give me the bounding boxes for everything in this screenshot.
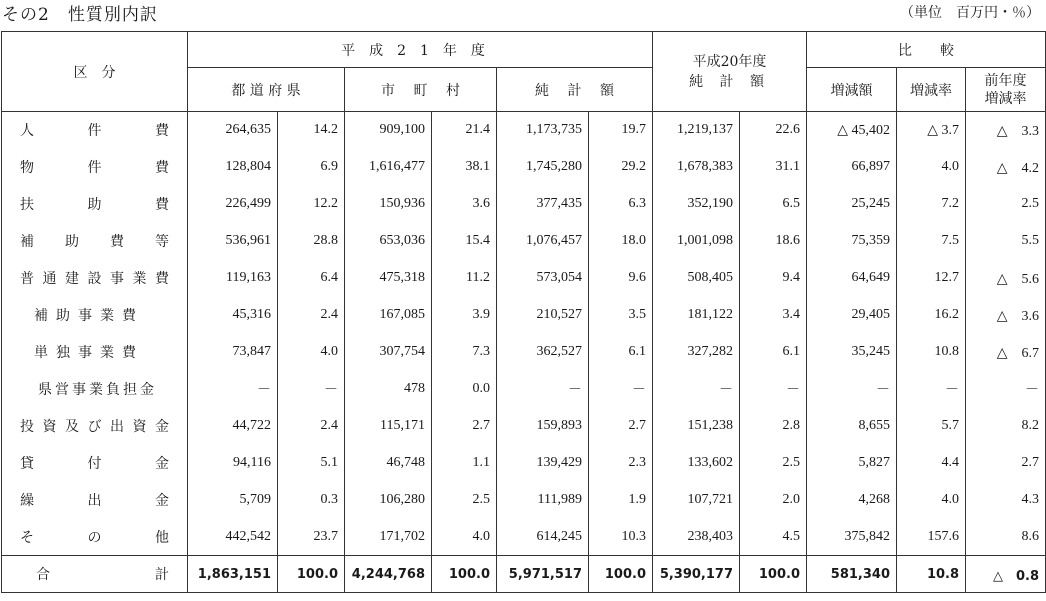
table-cell: 2.3 — [589, 445, 653, 482]
table-cell: 45,316 — [188, 297, 278, 334]
table-cell: － — [589, 371, 653, 408]
unit-note: （単位 百万円・％） — [900, 5, 1040, 21]
total-row — [2, 556, 1046, 593]
table-cell: － — [497, 371, 589, 408]
table-cell: 1,616,477 — [345, 149, 432, 186]
header-category: 区 分 — [2, 32, 188, 112]
table-cell: 377,435 — [497, 186, 589, 223]
table-cell: △ 45,402 — [807, 112, 897, 149]
row-label: 貸 付 金 — [2, 445, 188, 482]
table-cell: 171,702 — [345, 519, 432, 556]
table-cell: 31.1 — [740, 149, 807, 186]
table-cell: 238,403 — [653, 519, 740, 556]
table-cell: － — [897, 371, 966, 408]
table-row — [2, 297, 1046, 334]
row-label: 補 助 費 等 — [2, 223, 188, 260]
total-cell: 5,390,177 — [653, 556, 740, 593]
header-rate: 増減率 — [897, 68, 966, 112]
table-cell: 25,245 — [807, 186, 897, 223]
table-row — [2, 445, 1046, 482]
total-cell: △ 0.8 — [966, 556, 1046, 593]
table-cell: 19.7 — [589, 112, 653, 149]
table-cell: 0.3 — [278, 482, 345, 519]
table-cell: 327,282 — [653, 334, 740, 371]
table-cell: 15.4 — [432, 223, 497, 260]
table-cell: 22.6 — [740, 112, 807, 149]
total-cell: 581,340 — [807, 556, 897, 593]
table-cell: 909,100 — [345, 112, 432, 149]
table-row — [2, 223, 1046, 260]
table-cell: － — [966, 371, 1046, 408]
table-row — [2, 408, 1046, 445]
table-cell: － — [740, 371, 807, 408]
table-cell: 6.1 — [589, 334, 653, 371]
table-cell: 133,602 — [653, 445, 740, 482]
table-cell: △ 3.6 — [966, 297, 1046, 334]
table-cell: △ 5.6 — [966, 260, 1046, 297]
table-cell: 2.7 — [432, 408, 497, 445]
table-row — [2, 260, 1046, 297]
table-cell: 7.5 — [897, 223, 966, 260]
table-row — [2, 519, 1046, 556]
row-label: 物 件 費 — [2, 149, 188, 186]
table-cell: 21.4 — [432, 112, 497, 149]
table-row — [2, 112, 1046, 149]
header-prev-year: 平成20年度 純 計 額 — [653, 32, 807, 112]
table-cell: 362,527 — [497, 334, 589, 371]
table-cell: 167,085 — [345, 297, 432, 334]
row-label: 繰 出 金 — [2, 482, 188, 519]
table-cell: 1,678,383 — [653, 149, 740, 186]
table-cell: 5.7 — [897, 408, 966, 445]
table-cell: 10.8 — [897, 334, 966, 371]
table-cell: △ 6.7 — [966, 334, 1046, 371]
table-cell: 9.4 — [740, 260, 807, 297]
table-cell: 18.6 — [740, 223, 807, 260]
total-cell: 100.0 — [589, 556, 653, 593]
table-cell: 1,076,457 — [497, 223, 589, 260]
total-cell: 100.0 — [432, 556, 497, 593]
header-municipality: 市 町 村 — [345, 68, 497, 112]
table-cell: 94,116 — [188, 445, 278, 482]
table-cell: 106,280 — [345, 482, 432, 519]
table-cell: － — [188, 371, 278, 408]
row-label: 扶 助 費 — [2, 186, 188, 223]
table-cell: 5,827 — [807, 445, 897, 482]
table-cell: 375,842 — [807, 519, 897, 556]
table-cell: 6.5 — [740, 186, 807, 223]
table-cell: 4.0 — [897, 482, 966, 519]
total-cell: 5,971,517 — [497, 556, 589, 593]
table-cell: 653,036 — [345, 223, 432, 260]
table-cell: 16.2 — [897, 297, 966, 334]
table-cell: 46,748 — [345, 445, 432, 482]
table-cell: 29.2 — [589, 149, 653, 186]
total-cell: 100.0 — [740, 556, 807, 593]
table-cell: 3.9 — [432, 297, 497, 334]
table-cell: 2.7 — [589, 408, 653, 445]
total-cell: 1,863,151 — [188, 556, 278, 593]
row-label: 単独事業費 — [2, 334, 188, 371]
table-cell: 226,499 — [188, 186, 278, 223]
table-row — [2, 482, 1046, 519]
table-cell: 150,936 — [345, 186, 432, 223]
table-cell: 7.3 — [432, 334, 497, 371]
table-cell: 139,429 — [497, 445, 589, 482]
table-cell: 1,745,280 — [497, 149, 589, 186]
table-cell: 4.4 — [897, 445, 966, 482]
table-cell: 5.5 — [966, 223, 1046, 260]
table-cell: 10.3 — [589, 519, 653, 556]
table-cell: △ 4.2 — [966, 149, 1046, 186]
table-cell: － — [278, 371, 345, 408]
table-cell: 8,655 — [807, 408, 897, 445]
header-comparison: 比 較 — [807, 32, 1046, 68]
total-cell: 10.8 — [897, 556, 966, 593]
table-cell: 6.3 — [589, 186, 653, 223]
header-prefecture: 都 道 府 県 — [188, 68, 345, 112]
table-cell: 11.2 — [432, 260, 497, 297]
table-cell: 115,171 — [345, 408, 432, 445]
table-cell: 14.2 — [278, 112, 345, 149]
table-cell: 157.6 — [897, 519, 966, 556]
table-cell: 2.8 — [740, 408, 807, 445]
table-cell: 536,961 — [188, 223, 278, 260]
table-cell: － — [807, 371, 897, 408]
row-label: 投 資 及 び 出 資 金 — [2, 408, 188, 445]
table-cell: 6.1 — [740, 334, 807, 371]
table-cell: 6.4 — [278, 260, 345, 297]
table-cell: 4.5 — [740, 519, 807, 556]
table-row — [2, 186, 1046, 223]
table-cell: 264,635 — [188, 112, 278, 149]
table-cell: 4.0 — [897, 149, 966, 186]
expenditure-table — [1, 31, 1046, 593]
table-cell: 12.2 — [278, 186, 345, 223]
header-year: 平成21年度 — [188, 32, 653, 68]
row-label: 普 通 建 設 事 業 費 — [2, 260, 188, 297]
row-label: 県営事業負担金 — [2, 371, 188, 408]
table-cell: 1,219,137 — [653, 112, 740, 149]
total-cell: 100.0 — [278, 556, 345, 593]
table-cell: 2.4 — [278, 297, 345, 334]
table-row — [2, 371, 1046, 408]
table-cell: 151,238 — [653, 408, 740, 445]
table-row — [2, 149, 1046, 186]
table-cell: 4.3 — [966, 482, 1046, 519]
table-cell: 1,173,735 — [497, 112, 589, 149]
header-net-total: 純 計 額 — [497, 68, 653, 112]
table-cell: 3.6 — [432, 186, 497, 223]
table-cell: － — [653, 371, 740, 408]
table-cell: 9.6 — [589, 260, 653, 297]
table-cell: 38.1 — [432, 149, 497, 186]
row-label: 人 件 費 — [2, 112, 188, 149]
total-label: 合 計 — [2, 556, 188, 593]
table-cell: 6.9 — [278, 149, 345, 186]
table-cell: 75,359 — [807, 223, 897, 260]
table-cell: 5.1 — [278, 445, 345, 482]
table-cell: 2.0 — [740, 482, 807, 519]
table-cell: 35,245 — [807, 334, 897, 371]
table-cell: 2.5 — [740, 445, 807, 482]
table-cell: 352,190 — [653, 186, 740, 223]
header-prev-rate: 前年度 増減率 — [966, 68, 1046, 112]
table-cell: 73,847 — [188, 334, 278, 371]
table-cell: 23.7 — [278, 519, 345, 556]
table-cell: 4,268 — [807, 482, 897, 519]
table-cell: 614,245 — [497, 519, 589, 556]
table-cell: 3.5 — [589, 297, 653, 334]
table-cell: 8.2 — [966, 408, 1046, 445]
table-cell: 44,722 — [188, 408, 278, 445]
table-cell: 111,989 — [497, 482, 589, 519]
table-cell: 181,122 — [653, 297, 740, 334]
table-cell: 307,754 — [345, 334, 432, 371]
table-cell: △ 3.3 — [966, 112, 1046, 149]
table-cell: 18.0 — [589, 223, 653, 260]
table-cell: 2.4 — [278, 408, 345, 445]
table-cell: 159,893 — [497, 408, 589, 445]
table-cell: 7.2 — [897, 186, 966, 223]
table-cell: 128,804 — [188, 149, 278, 186]
table-cell: 8.6 — [966, 519, 1046, 556]
table-cell: 4.0 — [278, 334, 345, 371]
table-cell: 4.0 — [432, 519, 497, 556]
table-cell: 1.1 — [432, 445, 497, 482]
row-label: そ の 他 — [2, 519, 188, 556]
row-label: 補助事業費 — [2, 297, 188, 334]
table-cell: 478 — [345, 371, 432, 408]
table-cell: 2.7 — [966, 445, 1046, 482]
table-cell: 210,527 — [497, 297, 589, 334]
table-cell: 28.8 — [278, 223, 345, 260]
table-cell: 573,054 — [497, 260, 589, 297]
table-cell: 0.0 — [432, 371, 497, 408]
table-row — [2, 334, 1046, 371]
table-cell: 66,897 — [807, 149, 897, 186]
table-cell: 3.4 — [740, 297, 807, 334]
table-cell: 508,405 — [653, 260, 740, 297]
table-cell: 12.7 — [897, 260, 966, 297]
table-cell: △ 3.7 — [897, 112, 966, 149]
table-cell: 2.5 — [966, 186, 1046, 223]
table-cell: 475,318 — [345, 260, 432, 297]
table-cell: 119,163 — [188, 260, 278, 297]
table-cell: 107,721 — [653, 482, 740, 519]
table-cell: 29,405 — [807, 297, 897, 334]
page-title: その2 性質別内訳 — [2, 5, 158, 25]
header-diff: 増減額 — [807, 68, 897, 112]
table-cell: 2.5 — [432, 482, 497, 519]
table-cell: 1,001,098 — [653, 223, 740, 260]
table-cell: 442,542 — [188, 519, 278, 556]
table-cell: 1.9 — [589, 482, 653, 519]
table-cell: 64,649 — [807, 260, 897, 297]
total-cell: 4,244,768 — [345, 556, 432, 593]
table-cell: 5,709 — [188, 482, 278, 519]
